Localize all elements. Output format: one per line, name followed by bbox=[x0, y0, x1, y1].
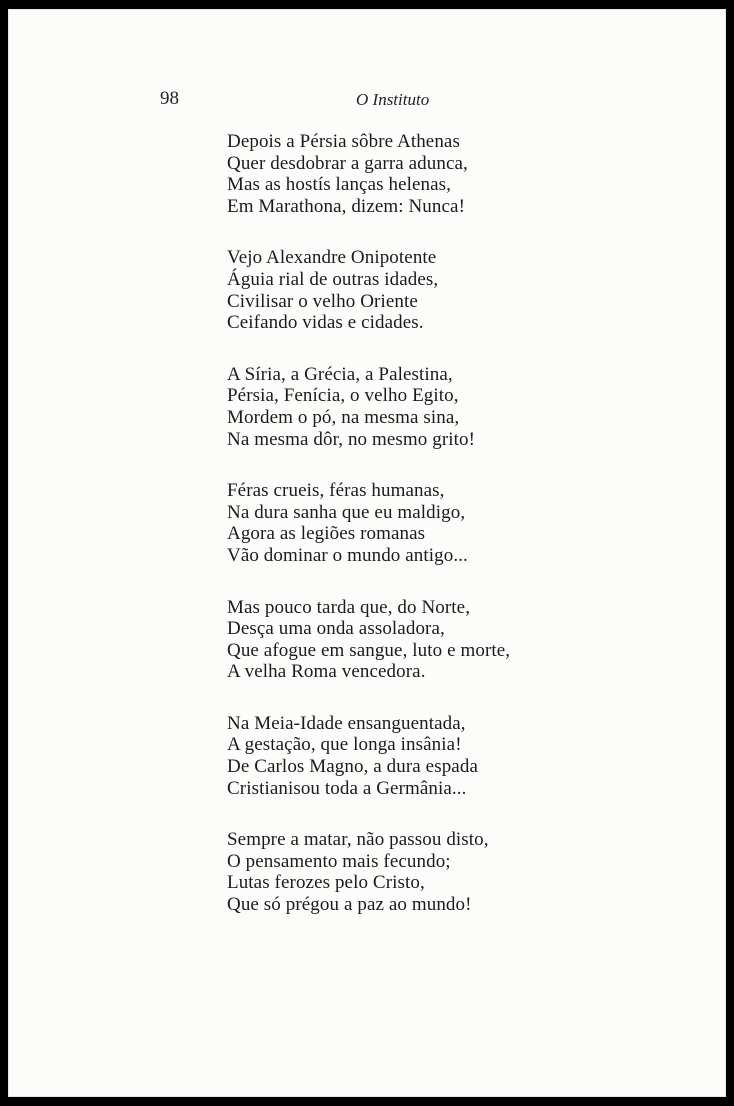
verse-line: Mas as hostís lanças helenas, bbox=[227, 174, 451, 196]
verse-line: Vejo Alexandre Onipotente bbox=[227, 247, 437, 269]
verse-line: Na Meia-Idade ensanguentada, bbox=[227, 712, 466, 734]
stanza bbox=[227, 713, 510, 799]
stanza bbox=[227, 247, 510, 333]
verse-line: Em Marathona, dizem: Nunca! bbox=[227, 195, 466, 217]
book-page bbox=[8, 9, 726, 1097]
verse-line: Depois a Pérsia sôbre Athenas bbox=[227, 131, 460, 152]
stanza bbox=[227, 829, 510, 915]
running-title: O Instituto bbox=[356, 90, 430, 109]
stanza bbox=[227, 597, 510, 683]
verse-line: Ceifando vidas e cidades. bbox=[227, 312, 424, 334]
stanza bbox=[227, 131, 510, 217]
page-number: 98 bbox=[160, 88, 179, 109]
verse-line: Agora as legiões romanas bbox=[227, 523, 426, 545]
verse-line: Pérsia, Fenícia, o velho Egito, bbox=[227, 385, 459, 407]
verse-line: Sempre a matar, não passou disto, bbox=[227, 829, 489, 851]
verse-line: A gestação, que longa insânia! bbox=[227, 734, 462, 756]
poem bbox=[227, 131, 510, 946]
verse-line: De Carlos Magno, a dura espada bbox=[227, 756, 478, 778]
verse-line: Na dura sanha que eu maldigo, bbox=[227, 501, 466, 523]
stanza bbox=[227, 480, 510, 566]
verse-line: Desça uma onda assoladora, bbox=[227, 618, 445, 640]
verse-line: A velha Roma vencedora. bbox=[227, 661, 426, 683]
verse-line: Na mesma dôr, no mesmo grito! bbox=[227, 428, 476, 450]
verse-line: Cristianisou toda a Germânia... bbox=[227, 777, 467, 799]
verse-line: Que só prégou a paz ao mundo! bbox=[227, 894, 472, 916]
verse-line: Quer desdobrar a garra adunca, bbox=[227, 152, 468, 174]
verse-line: A Síria, a Grécia, a Palestina, bbox=[227, 363, 453, 385]
stanza bbox=[227, 364, 510, 450]
verse-line: Águia rial de outras idades, bbox=[227, 268, 439, 290]
verse-line: O pensamento mais fecundo; bbox=[227, 850, 451, 872]
verse-line: Civilisar o velho Oriente bbox=[227, 290, 418, 312]
verse-line: Mas pouco tarda que, do Norte, bbox=[227, 596, 471, 618]
verse-line: Que afogue em sangue, luto e morte, bbox=[227, 639, 511, 661]
verse-line: Vão dominar o mundo antigo... bbox=[227, 544, 468, 566]
verse-line: Féras crueis, féras humanas, bbox=[227, 480, 445, 502]
verse-line: Lutas ferozes pelo Cristo, bbox=[227, 872, 425, 894]
verse-line: Mordem o pó, na mesma sina, bbox=[227, 406, 460, 428]
